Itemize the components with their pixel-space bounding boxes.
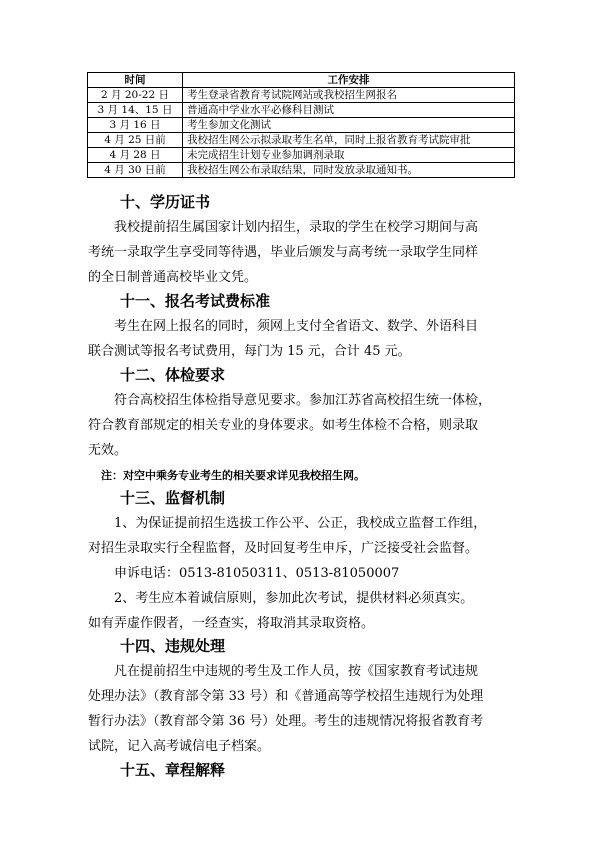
paragraph-line: 对招生录取实行全程监督，及时回复考生申斥，广泛接受社会监督。 [88,541,479,556]
row-time: 4 月 28 日 [88,148,183,163]
section-body-medical [88,388,514,463]
row-task: 普通高中学业水平必修科目测试 [183,103,515,118]
paragraph-line: 符合高校招生体检指导意见要求。参加江苏省高校招生统一体检， [114,393,492,408]
section-heading-violations: 十四、违规处理 [120,637,226,655]
row-task: 考生参加文化测试 [183,118,515,133]
row-time: 4 月 30 日前 [88,163,183,178]
section-heading-fees: 十一、报名考试费标准 [120,292,271,310]
section-heading-supervision: 十三、监督机制 [120,489,226,507]
section-body-supervision [88,511,514,636]
paragraph-line: 试院，记入高考诚信电子档案。 [88,739,271,754]
column-header-time: 时间 [88,73,183,88]
section-body-diploma [88,215,514,290]
paragraph-line: 考统一录取学生享受同等待遇，毕业后颁发与高考统一录取学生同样 [88,245,479,260]
table-row [88,103,515,118]
paragraph-line: 符合教育部规定的相关专业的身体要求。如考生体检不合格，则录取 [88,418,479,433]
paragraph-line: 考生在网上报名的同时，须网上支付全省语文、数学、外语科目 [114,319,479,334]
paragraph-line: 我校提前招生属国家计划内招生，录取的学生在校学习期间与高 [114,220,479,235]
paragraph-line: 2、考生应本着诚信原则，参加此次考试，提供材料必须真实。 [114,591,474,606]
section-body-violations [88,659,514,759]
section-heading-diploma: 十、学历证书 [120,193,211,211]
row-task: 考生登录省教育考试院网站或我校招生网报名 [183,88,515,103]
table-row [88,133,515,148]
paragraph-line: 1、为保证提前招生选拔工作公平、公正，我校成立监督工作组， [114,516,487,531]
paragraph-line: 暂行办法》（教育部令第 36 号）处理。考生的违规情况将报省教育考 [88,714,484,729]
row-time: 2 月 20-22 日 [88,88,183,103]
table-row [88,118,515,133]
table-row [88,148,515,163]
complaint-phone: 申诉电话：0513-81050311、0513-81050007 [114,566,400,581]
paragraph-line: 如有弄虚作假者，一经查实，将取消其录取资格。 [88,616,375,631]
paragraph-line: 凡在提前招生中违规的考生及工作人员，按《国家教育考试违规 [114,664,479,679]
row-task: 我校招生网公布录取结果，同时发放录取通知书。 [183,163,515,178]
medical-note: 注：对空中乘务专业考生的相关要求详见我校招生网。 [101,469,365,482]
table-header-row [88,73,515,88]
paragraph-line: 无效。 [88,443,128,458]
table-row [88,88,515,103]
row-task: 我校招生网公示拟录取考生名单，同时上报省教育考试院审批 [183,133,515,148]
section-heading-medical: 十二、体检要求 [120,366,226,384]
paragraph-line: 的全日制普通高校毕业文凭。 [88,270,258,285]
paragraph-line: 联合测试等报名考试费用，每门为 15 元，合计 45 元。 [88,344,411,359]
schedule-table [87,72,515,178]
column-header-task: 工作安排 [183,73,515,88]
row-task: 未完成招生计划专业参加调剂录取 [183,148,515,163]
paragraph-line: 处理办法》（教育部令第 33 号）和《普通高等学校招生违规行为处理 [88,689,484,704]
table-row [88,163,515,178]
row-time: 3 月 16 日 [88,118,183,133]
row-time: 4 月 25 日前 [88,133,183,148]
section-heading-interpretation: 十五、章程解释 [120,761,226,779]
row-time: 3 月 14、15 日 [88,103,183,118]
section-body-fees [88,314,514,364]
